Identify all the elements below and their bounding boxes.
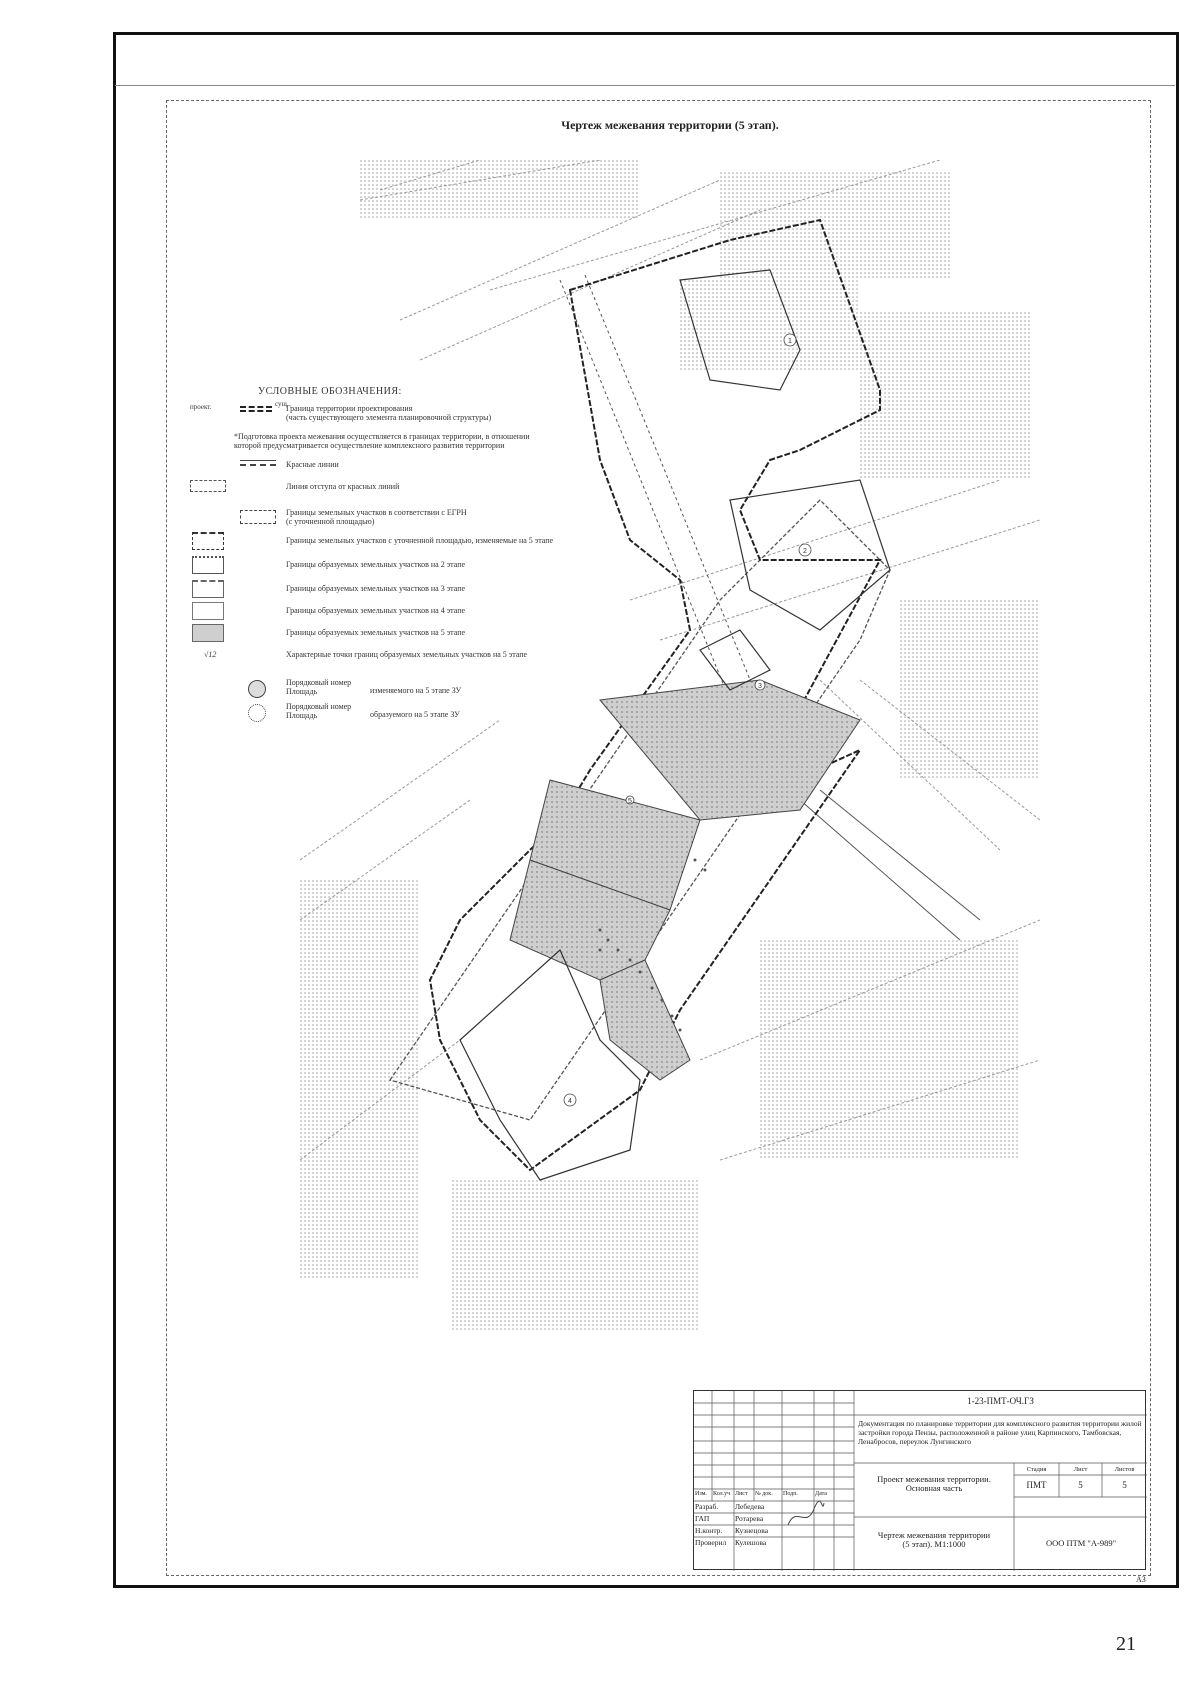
legend-changed-lot-label: Порядковый номер Площадь [286,678,352,696]
lot-number-2: 2 [803,548,807,555]
page-number: 21 [1116,1633,1136,1655]
legend-symbol-egrn-lots [240,510,276,524]
legend-egrn-lots: Границы земельных участков в соответствии с ЕГРН (с уточненной площадью) [286,508,467,526]
name-gap: Ротарева [735,1514,764,1523]
title-block [693,1390,1146,1570]
sheet-header: Лист [1073,1466,1088,1473]
company-name: ООО ПТМ "А-989" [1045,1539,1117,1548]
legend-symbol-red-lines [240,460,276,466]
title-block-description: Документация по планировке территории для комплексного развития территории жилой застройки города Пензы, расположенной в районе улиц Карпинского, Тамбовская, Ленабросов, переулок Лунгинского [858,1419,1142,1446]
legend-heading: УСЛОВНЫЕ ОБОЗНАЧЕНИЯ: [258,386,402,397]
name-norm-control: Кузнецова [735,1526,769,1535]
legend-stage3-lots: Границы образуемых земельных участков на 3 этапе [286,584,466,593]
legend-setback-line: Линия отступа от красных линий [286,482,400,491]
lot-changed-marker-icon [248,680,266,698]
lot-number-1: 1 [788,338,792,345]
legend-changed-lot-desc: изменяемого на 5 этапе ЗУ [370,686,462,695]
header-change: Изм. [695,1491,707,1497]
stage-value: ПМТ [1026,1481,1047,1490]
legend-symbol-stage4 [192,602,224,620]
sheets-header: Листов [1114,1466,1135,1473]
legend-stage5-lots: Границы образуемых земельных участков на 5 этапе [286,628,466,637]
title-block-code: 1-23-ПМТ-ОЧ.ГЗ [967,1397,1034,1406]
drawing-name: Чертеж межевания территории (5 этап). М1:1000 [877,1531,991,1549]
cadastral-map [300,160,1040,1390]
legend-sub-label: сущ. [275,400,289,408]
role-developer: Разраб. [695,1502,719,1511]
map-title: Чертеж межевания территории (5 этап). [561,118,779,132]
legend-side-label: проект. [190,403,212,411]
sheets-value: 5 [1122,1481,1127,1490]
point-marker-icon: √ [204,650,209,659]
lot-number-5: 5 [628,798,632,805]
legend-symbol-project-boundary [240,406,272,412]
header-sheet: Лист [735,1491,748,1497]
role-checker: Проверил [695,1538,727,1547]
legend-stage4-lots: Границы образуемых земельных участков на 4 этапе [286,606,466,615]
stage-header: Стадия [1026,1466,1047,1473]
lot-number-4: 4 [568,1098,572,1105]
legend-formed-lot-label: Порядковый номер Площадь [286,702,352,720]
legend-point-number: 12 [208,650,217,659]
role-norm-control: Н.контр. [695,1526,723,1535]
legend-symbol-stage2 [192,556,224,574]
name-checker: Кулешова [735,1538,767,1547]
legend-characteristic-points: Характерные точки границ образуемых земельных участков на 5 этапе [286,650,528,659]
legend-symbol-changed-lots [192,532,224,550]
legend-point-sample [204,650,216,659]
legend-symbol-stage3 [192,580,224,598]
format-mark: А3 [1136,1575,1146,1584]
lot-number-3: 3 [758,683,762,690]
header-doc: № док. [755,1491,773,1497]
legend-red-lines: Красные линии [286,460,339,469]
legend-project-boundary: Граница территории проектирования (часть существующего элемента планировочной структуры) [286,404,492,422]
legend-symbol-setback [190,480,226,492]
sheet-value: 5 [1078,1481,1083,1490]
legend-note: *Подготовка проекта межевания осуществляется в границах территории, в отношении которой предусматривается осуществление комплексного развития территории [234,432,530,450]
header-sign: Подп. [783,1491,798,1497]
header-count: Кол.уч [713,1491,731,1497]
name-developer: Лебедева [735,1502,765,1511]
legend-symbol-stage5 [192,624,224,642]
legend-stage2-lots: Границы образуемых земельных участков на 2 этапе [286,560,466,569]
lot-formed-marker-icon [248,704,266,722]
legend-changed-lots: Границы земельных участков с уточненной площадью, изменяемые на 5 этапе [286,536,554,545]
header-date: Дата [815,1491,827,1497]
signature-mark [786,1495,826,1535]
sheet-top-line [115,85,1175,86]
project-name: Проект межевания территории. Основная часть [877,1475,991,1493]
legend-formed-lot-desc: образуемого на 5 этапе ЗУ [370,710,460,719]
role-gap: ГАП [695,1514,710,1523]
